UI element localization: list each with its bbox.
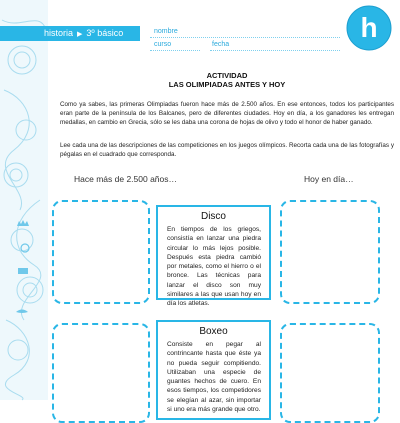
activity-title: LAS OLIMPIADAS ANTES Y HOY xyxy=(168,80,286,89)
nombre-label: nombre xyxy=(154,28,178,35)
fecha-field[interactable] xyxy=(210,39,340,51)
swirl-pattern-icon xyxy=(0,0,48,400)
nombre-field[interactable] xyxy=(150,26,340,38)
card-boxeo xyxy=(156,320,271,420)
past-drop-box-disco[interactable] xyxy=(52,200,150,304)
breadcrumb xyxy=(44,28,123,38)
card-description: En tiempos de los griegos, consistía en lanzar una piedra circular lo más lejos posible. Después esta piedra cambió por metales, como el hierro o el bronce. Las técnicas para lanzar el disco son muy similares a las que usan hoy en día los atletas. xyxy=(167,226,261,308)
card-disco xyxy=(156,205,271,308)
column-past-header: Hace más de 2.500 años… xyxy=(74,174,178,184)
fecha-label: fecha xyxy=(212,41,230,48)
activity-label: ACTIVIDAD xyxy=(206,71,248,80)
card-description: Consiste en pegar al contrincante hasta que éste ya no pueda seguir compitiendo. Utilizaban una especie de guantes hechos de cuero. En esos tiempos, los competidores se elegían al azar, sin importar si uno era más grande que otro. xyxy=(167,341,261,414)
intro-paragraph: Como ya sabes, las primeras Olimpiadas fueron hace más de 2.500 años. En ese entonces, todos los participantes eran parte de la península de los Balcanes, pero de diferentes ciudades. Hoy en día, a los ganadores les entregan medallas, en cambio en Grecia, sólo se les daba una corona de hojas de olivo y todo el honor de haber ganado. xyxy=(60,101,394,126)
logo-letter: h xyxy=(360,12,378,43)
decorative-side-band xyxy=(0,0,48,400)
present-drop-box-disco[interactable] xyxy=(280,200,380,304)
card-title: Boxeo xyxy=(199,326,228,337)
present-drop-box-boxeo[interactable] xyxy=(280,323,380,423)
past-drop-box-boxeo[interactable] xyxy=(52,323,150,423)
curso-label: curso xyxy=(154,41,172,48)
subject-header-bar xyxy=(0,26,140,41)
instructions-paragraph: Lee cada una de las descripciones de las competiciones en los juegos olímpicos. Recorta cada una de las fotografías y pégalas en el cuadrado que corresponda. xyxy=(60,142,394,158)
curso-field[interactable] xyxy=(150,39,200,51)
card-title: Disco xyxy=(200,211,226,222)
grade-label: 3º básico xyxy=(86,28,124,38)
chevron-right-icon: ▶ xyxy=(77,31,83,38)
subject-label: historia xyxy=(44,28,74,38)
column-present-header: Hoy en día… xyxy=(304,174,354,184)
h-logo-icon xyxy=(345,4,393,52)
